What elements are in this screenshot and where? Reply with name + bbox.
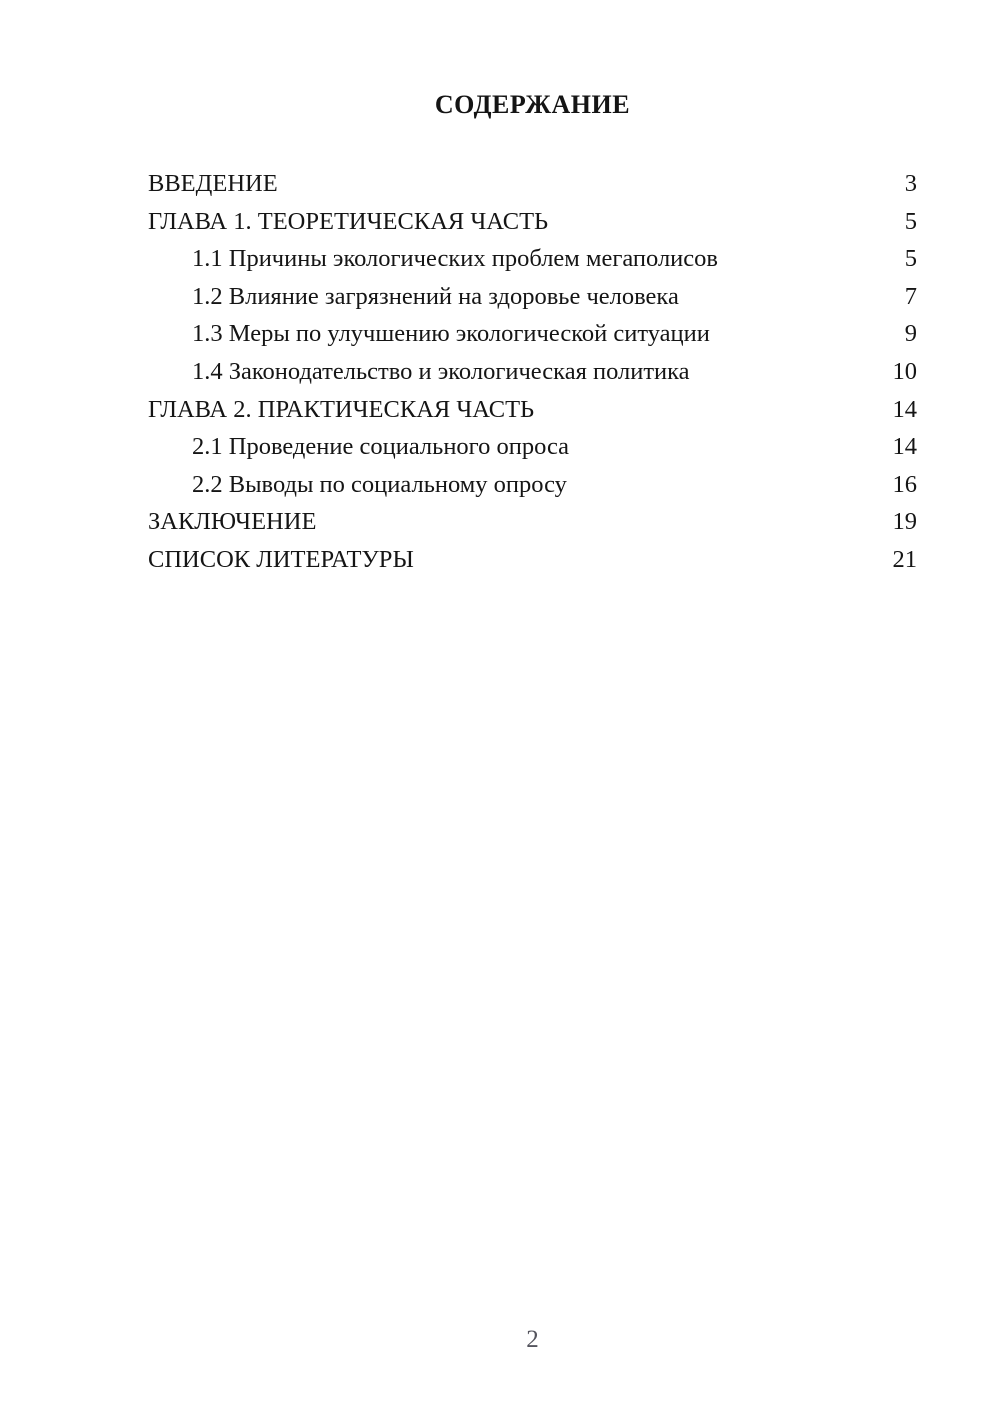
- toc-entry: [148, 315, 917, 353]
- toc-entry-page-number: 5: [904, 245, 917, 273]
- toc-entry: [148, 466, 917, 504]
- toc-entry: [148, 503, 917, 541]
- toc-entry-page-number: 3: [904, 170, 917, 197]
- toc-title: СОДЕРЖАНИЕ: [434, 90, 631, 119]
- toc-entry-label: 2.2 Выводы по социальному опросу: [192, 470, 567, 498]
- toc-entry-page-number: 7: [904, 282, 917, 310]
- toc-entry-page-number: 10: [892, 357, 917, 385]
- toc-entry-label: 1.2 Влияние загрязнений на здоровье человека: [192, 282, 679, 310]
- toc-entry-label: ГЛАВА 1. ТЕОРЕТИЧЕСКАЯ ЧАСТЬ: [148, 207, 549, 235]
- toc-entry-label: ГЛАВА 2. ПРАКТИЧЕСКАЯ ЧАСТЬ: [148, 395, 535, 423]
- toc-list: [148, 165, 917, 579]
- toc-entry-page-number: 19: [892, 508, 917, 536]
- toc-entry-label: ВВЕДЕНИЕ: [148, 170, 278, 197]
- footer-page-number: 2: [526, 1326, 539, 1353]
- toc-entry-label: 1.4 Законодательство и экологическая политика: [192, 357, 690, 385]
- toc-entry: [148, 278, 917, 316]
- toc-entry-label: 1.3 Меры по улучшению экологической ситуации: [192, 320, 710, 348]
- toc-entry-page-number: 16: [892, 470, 917, 498]
- table-of-contents: [148, 90, 917, 579]
- toc-entry: [148, 391, 917, 429]
- toc-entry-label: СПИСОК ЛИТЕРАТУРЫ: [148, 545, 414, 573]
- toc-entry: [148, 203, 917, 241]
- toc-entry-page-number: 14: [892, 395, 917, 423]
- toc-entry-label: 2.1 Проведение социального опроса: [192, 433, 570, 461]
- toc-entry-page-number: 21: [892, 545, 917, 573]
- toc-entry-label: ЗАКЛЮЧЕНИЕ: [148, 508, 317, 536]
- toc-entry-page-number: 9: [904, 320, 917, 348]
- toc-entry-page-number: 14: [892, 433, 917, 461]
- toc-entry: [148, 428, 917, 466]
- toc-entry-label: 1.1 Причины экологических проблем мегаполисов: [192, 245, 718, 273]
- toc-entry: [148, 240, 917, 278]
- toc-entry: [148, 541, 917, 579]
- toc-entry: [148, 165, 917, 203]
- toc-entry: [148, 353, 917, 391]
- toc-entry-page-number: 5: [904, 207, 917, 235]
